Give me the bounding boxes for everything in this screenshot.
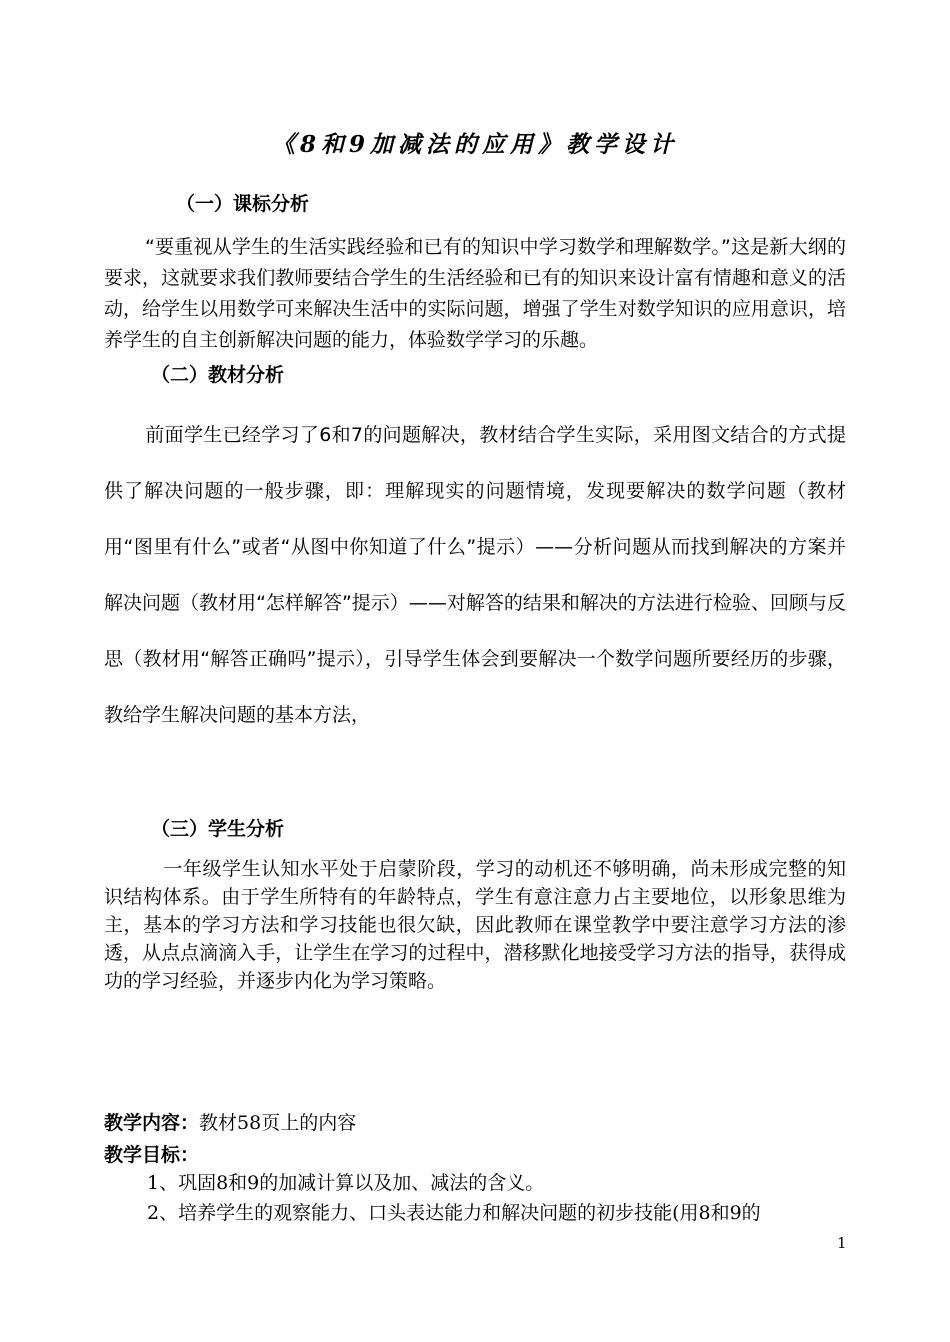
teaching-content-label: 教学内容： — [104, 1112, 200, 1134]
section-heading-textbook: （二）教材分析 — [151, 364, 285, 386]
section-text-curriculum-body: “要重视从学生的生活实践经验和已有的知识中学习数学和理解数学。”这是新大纲的要求，这就要求我们教师要结合学生的生活经验和已有的知识来设计富有情趣和意义的活动，给学生以用数学可来解决生活中的实际问题，增强了学生对数学知识的应用意识，培养学生的自主创新解决问题的能力，体验数学学习的乐趣。 — [104, 236, 846, 351]
document-title: 《8和9加减法的应用》教学设计 — [271, 131, 678, 158]
section-text-textbook — [104, 407, 846, 743]
section-text-curriculum — [104, 232, 846, 356]
objective-item-1: 1、巩固8和9的加减计算以及加、减法的含义。 — [147, 1172, 545, 1194]
teaching-content-line — [104, 1108, 846, 1135]
teaching-objectives-label-text: 教学目标： — [104, 1144, 200, 1166]
teaching-content-value: 教材58页上的内容 — [199, 1112, 357, 1134]
teaching-objectives-label — [104, 1140, 846, 1167]
page-number: 1 — [837, 1234, 847, 1252]
section-heading-students: （三）学生分析 — [151, 818, 285, 840]
section-text-students-body: 一年级学生认知水平处于启蒙阶段，学习的动机还不够明确，尚未形成完整的知识结构体系。由于学生所特有的年龄特点，学生有意注意力占主要地位，以形象思维为主，基本的学习方法和学习技能也很欠缺，因此教师在课堂教学中要注意学习方法的渗透，从点点滴滴入手，让学生在学习的过程中，潜移默化地接受学习方法的指导，获得成功的学习经验，并逐步内化为学习策略。 — [104, 858, 846, 992]
objective-item-2: 2、培养学生的观察能力、口头表达能力和解决问题的初步技能(用8和9的 — [147, 1202, 761, 1224]
section-text-textbook-body: 前面学生已经学习了6和7的问题解决，教材结合学生实际，采用图文结合的方式提供了解决问题的一般步骤，即：理解现实的问题情境，发现要解决的数学问题（教材用“图里有什么”或者“从图中你知道了什么”提示）——分析问题从而找到解决的方案并解决问题（教材用“怎样解答”提示）——对解答的结果和解决的方法进行检验、回顾与反思（教材用“解答正确吗”提示），引导学生体会到要解决一个数学问题所要经历的步骤，教给学生解决问题的基本方法， — [104, 424, 846, 726]
section-text-students — [104, 855, 846, 995]
section-heading-curriculum: （一）课标分析 — [176, 193, 310, 215]
